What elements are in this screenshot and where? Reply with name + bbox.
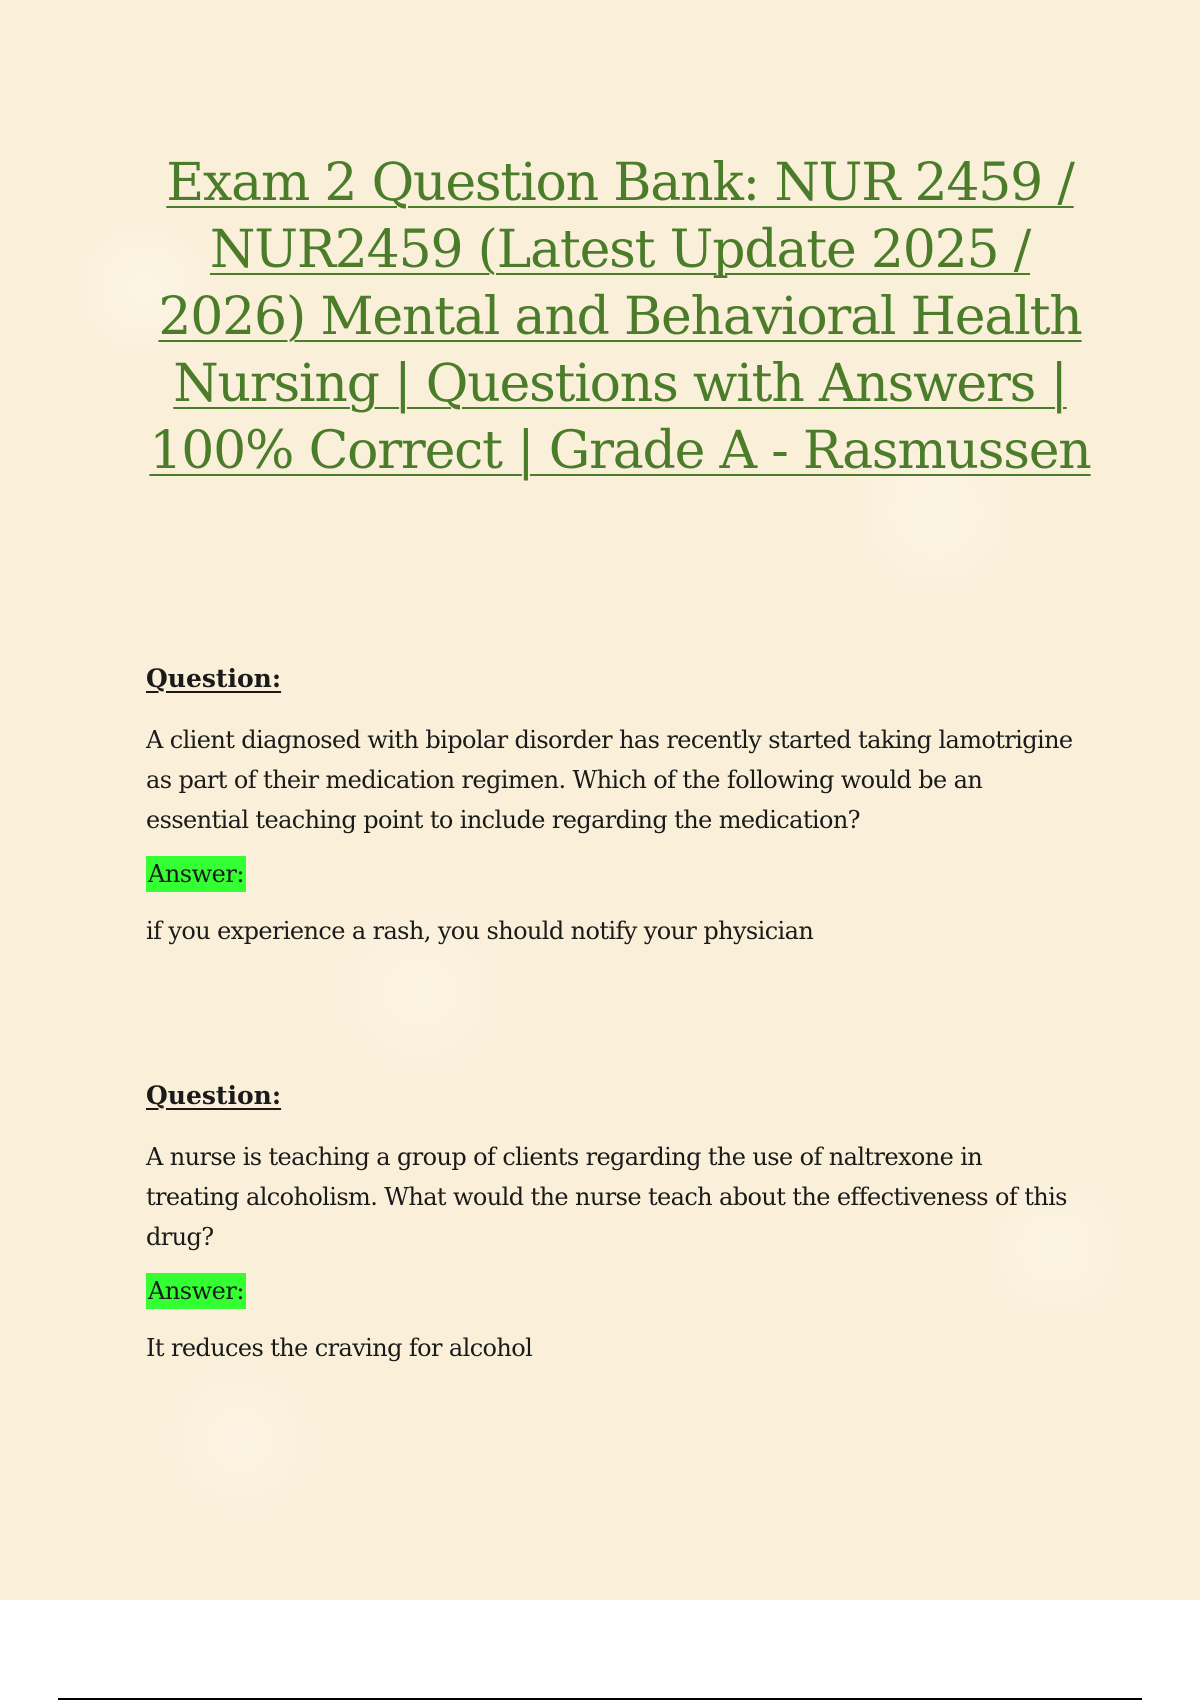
question-block-1: [146, 664, 1076, 950]
question-text: A nurse is teaching a group of clients regarding the use of naltrexone in treating alcoholism. What would the nurse teach about the effectiveness of this drug?: [146, 1143, 1067, 1251]
question-label: Question:: [146, 664, 282, 693]
answer-label: Answer:: [146, 856, 246, 892]
question-label: Question:: [146, 1081, 282, 1110]
answer-text: It reduces the craving for alcohol: [146, 1334, 533, 1362]
answer-text: if you experience a rash, you should notify your physician: [146, 917, 814, 945]
question-text: A client diagnosed with bipolar disorder has recently started taking lamotrigine as part of their medication regimen. Which of the following would be an essential teaching point to include regarding the medication?: [146, 726, 1073, 834]
document-title: Exam 2 Question Bank: NUR 2459 / NUR2459 (Latest Update 2025 / 2026) Mental and Behavioral Health Nursing | Questions with Answers | 100% Correct | Grade A - Rasmussen: [149, 153, 1091, 481]
answer-label: Answer:: [146, 1273, 246, 1309]
question-block-2: [146, 1081, 1076, 1367]
